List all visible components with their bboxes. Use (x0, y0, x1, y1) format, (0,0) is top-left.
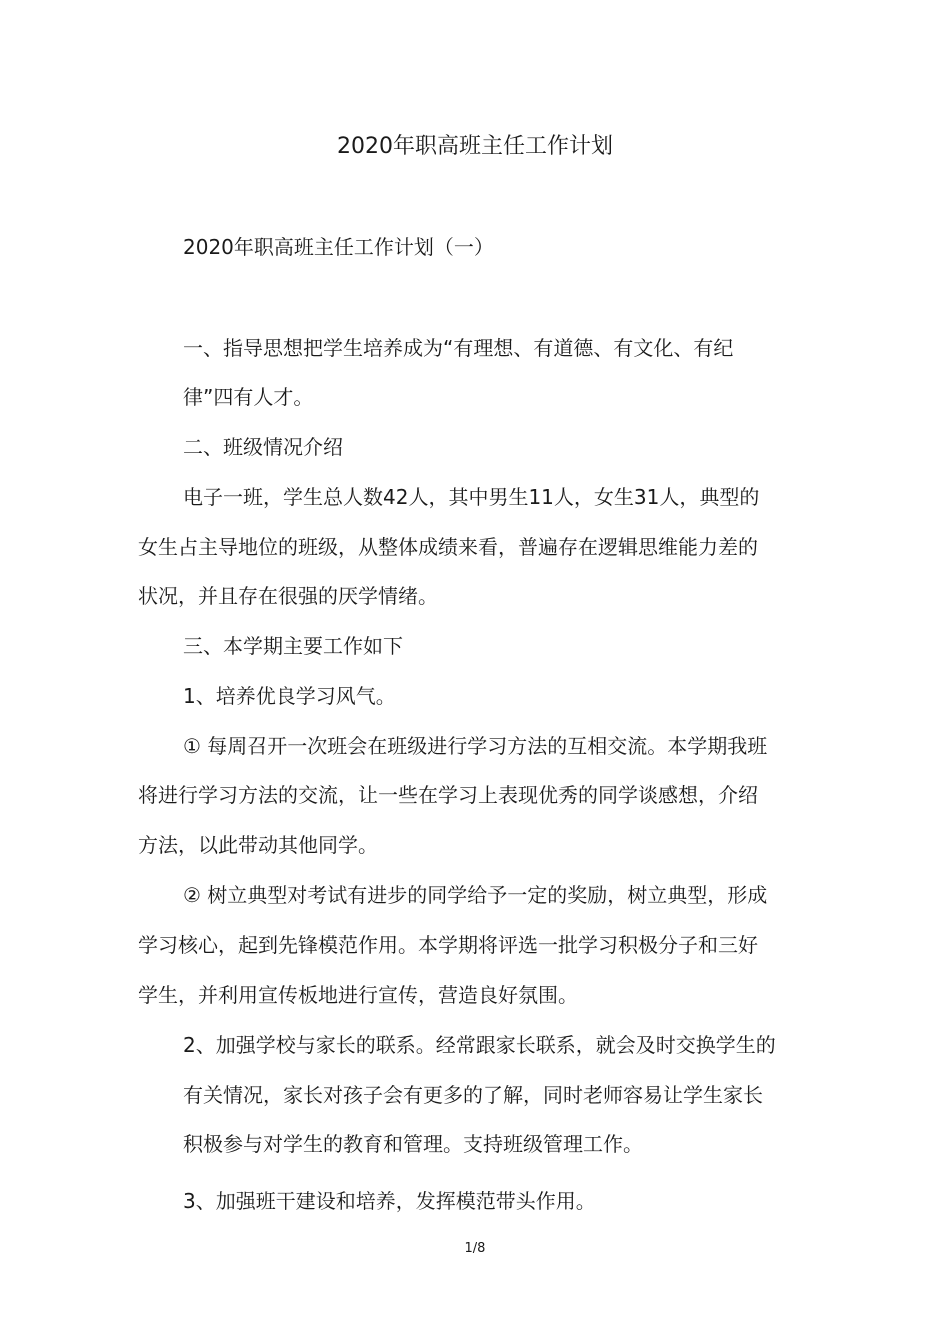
paragraph-line: 电子一班，学生总人数42人，其中男生11人，女生31人，典型的 (183, 485, 760, 509)
paragraph-line: ① 每周召开一次班会在班级进行学习方法的互相交流。本学期我班 (183, 734, 768, 758)
paragraph-line: 方法，以此带动其他同学。 (138, 833, 378, 857)
paragraph-line: 女生占主导地位的班级，从整体成绩来看，普遍存在逻辑思维能力差的 (138, 535, 758, 559)
subtitle: 2020年职高班主任工作计划（一） (183, 235, 494, 259)
item-heading: 2、加强学校与家长的联系。经常跟家长联系，就会及时交换学生的 (183, 1033, 776, 1057)
section-three-heading: 三、本学期主要工作如下 (183, 634, 403, 658)
paragraph-line: 学生，并利用宣传板地进行宣传，营造良好氛围。 (138, 983, 578, 1007)
paragraph-line: 将进行学习方法的交流，让一些在学习上表现优秀的同学谈感想，介绍 (138, 783, 758, 807)
section-two-heading: 二、班级情况介绍 (183, 435, 343, 459)
paragraph-line: ② 树立典型对考试有进步的同学给予一定的奖励，树立典型，形成 (183, 883, 768, 907)
paragraph-line: 学习核心，起到先锋模范作用。本学期将评选一批学习积极分子和三好 (138, 933, 758, 957)
document-title: 2020年职高班主任工作计划 (337, 134, 613, 159)
paragraph-line: 律”四有人才。 (183, 385, 314, 409)
page-number: 1/8 (464, 1241, 486, 1256)
paragraph-line: 积极参与对学生的教育和管理。支持班级管理工作。 (183, 1132, 643, 1156)
item-heading: 3、加强班干建设和培养，发挥模范带头作用。 (183, 1189, 596, 1213)
paragraph-line: 状况，并且存在很强的厌学情绪。 (138, 584, 438, 608)
item-heading: 1、培养优良学习风气。 (183, 684, 396, 708)
paragraph-line: 有关情况，家长对孩子会有更多的了解，同时老师容易让学生家长 (183, 1083, 763, 1107)
section-one-heading: 一、指导思想把学生培养成为“有理想、有道德、有文化、有纪 (183, 336, 734, 360)
